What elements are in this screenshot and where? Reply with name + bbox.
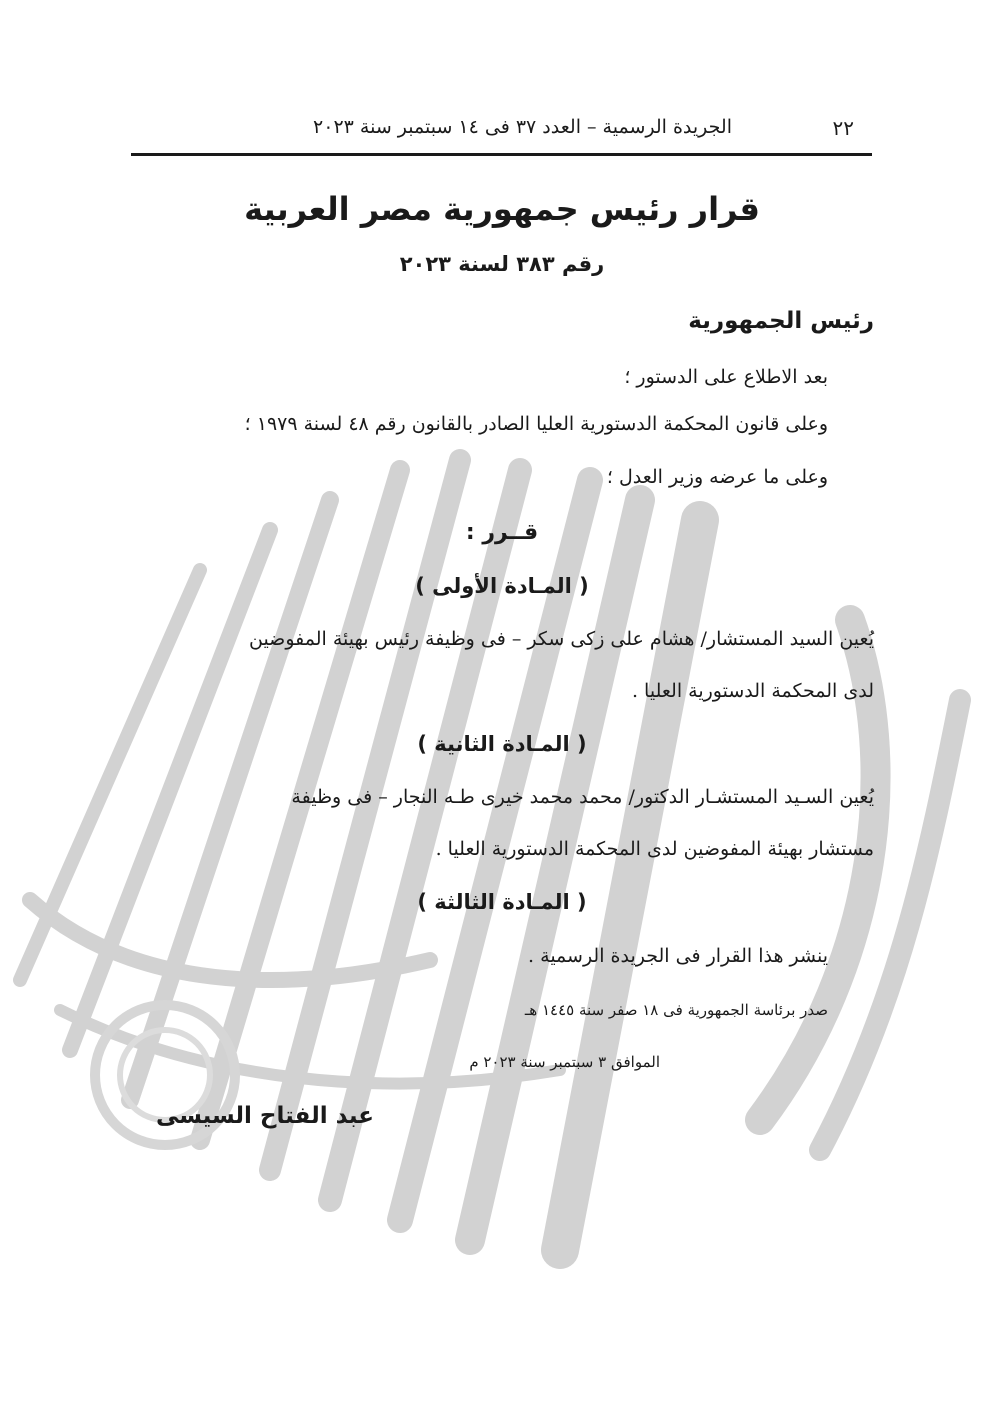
- article-text: يُعين السـيد المستشـار الدكتور/ محمد محمد خيرى طـه النجار – فى وظيفة: [291, 786, 874, 808]
- article-text: مستشار بهيئة المفوضين لدى المحكمة الدستورية العليا .: [435, 838, 874, 860]
- gazette-header: الجريدة الرسمية – العدد ٣٧ فى ١٤ سبتمبر سنة ٢٠٢٣: [313, 116, 732, 138]
- article-text: ينشر هذا القرار فى الجريدة الرسمية .: [528, 945, 828, 967]
- article-heading: ( المـادة الثانية ): [417, 732, 587, 756]
- corresponding-date: الموافق ٣ سبتمبر سنة ٢٠٢٣ م: [469, 1053, 660, 1071]
- page-number: ٢٢: [832, 116, 854, 140]
- preamble-line: وعلى ما عرضه وزير العدل ؛: [606, 466, 828, 488]
- decree-number: رقم ٣٨٣ لسنة ٢٠٢٣: [399, 252, 605, 276]
- article-text: لدى المحكمة الدستورية العليا .: [631, 680, 874, 702]
- issuer-heading: رئيس الجمهورية: [688, 308, 874, 334]
- article-text: يُعين السيد المستشار/ هشام على زكى سكر – فى وظيفة رئيس بهيئة المفوضين: [248, 628, 874, 650]
- preamble-line: بعد الاطلاع على الدستور ؛: [624, 366, 828, 388]
- article-heading: ( المـادة الأولى ): [415, 574, 589, 598]
- preamble-line: وعلى قانون المحكمة الدستورية العليا الصادر بالقانون رقم ٤٨ لسنة ١٩٧٩ ؛: [244, 413, 828, 435]
- signature: عبد الفتاح السيسى: [155, 1103, 374, 1129]
- issued-date: صدر برئاسة الجمهورية فى ١٨ صفر سنة ١٤٤٥ هـ: [524, 1001, 828, 1019]
- decree-title: قرار رئيس جمهورية مصر العربية: [244, 190, 760, 228]
- article-heading: ( المـادة الثالثة ): [417, 890, 587, 914]
- decided-heading: قــرر :: [465, 520, 539, 545]
- header-divider: [131, 153, 872, 156]
